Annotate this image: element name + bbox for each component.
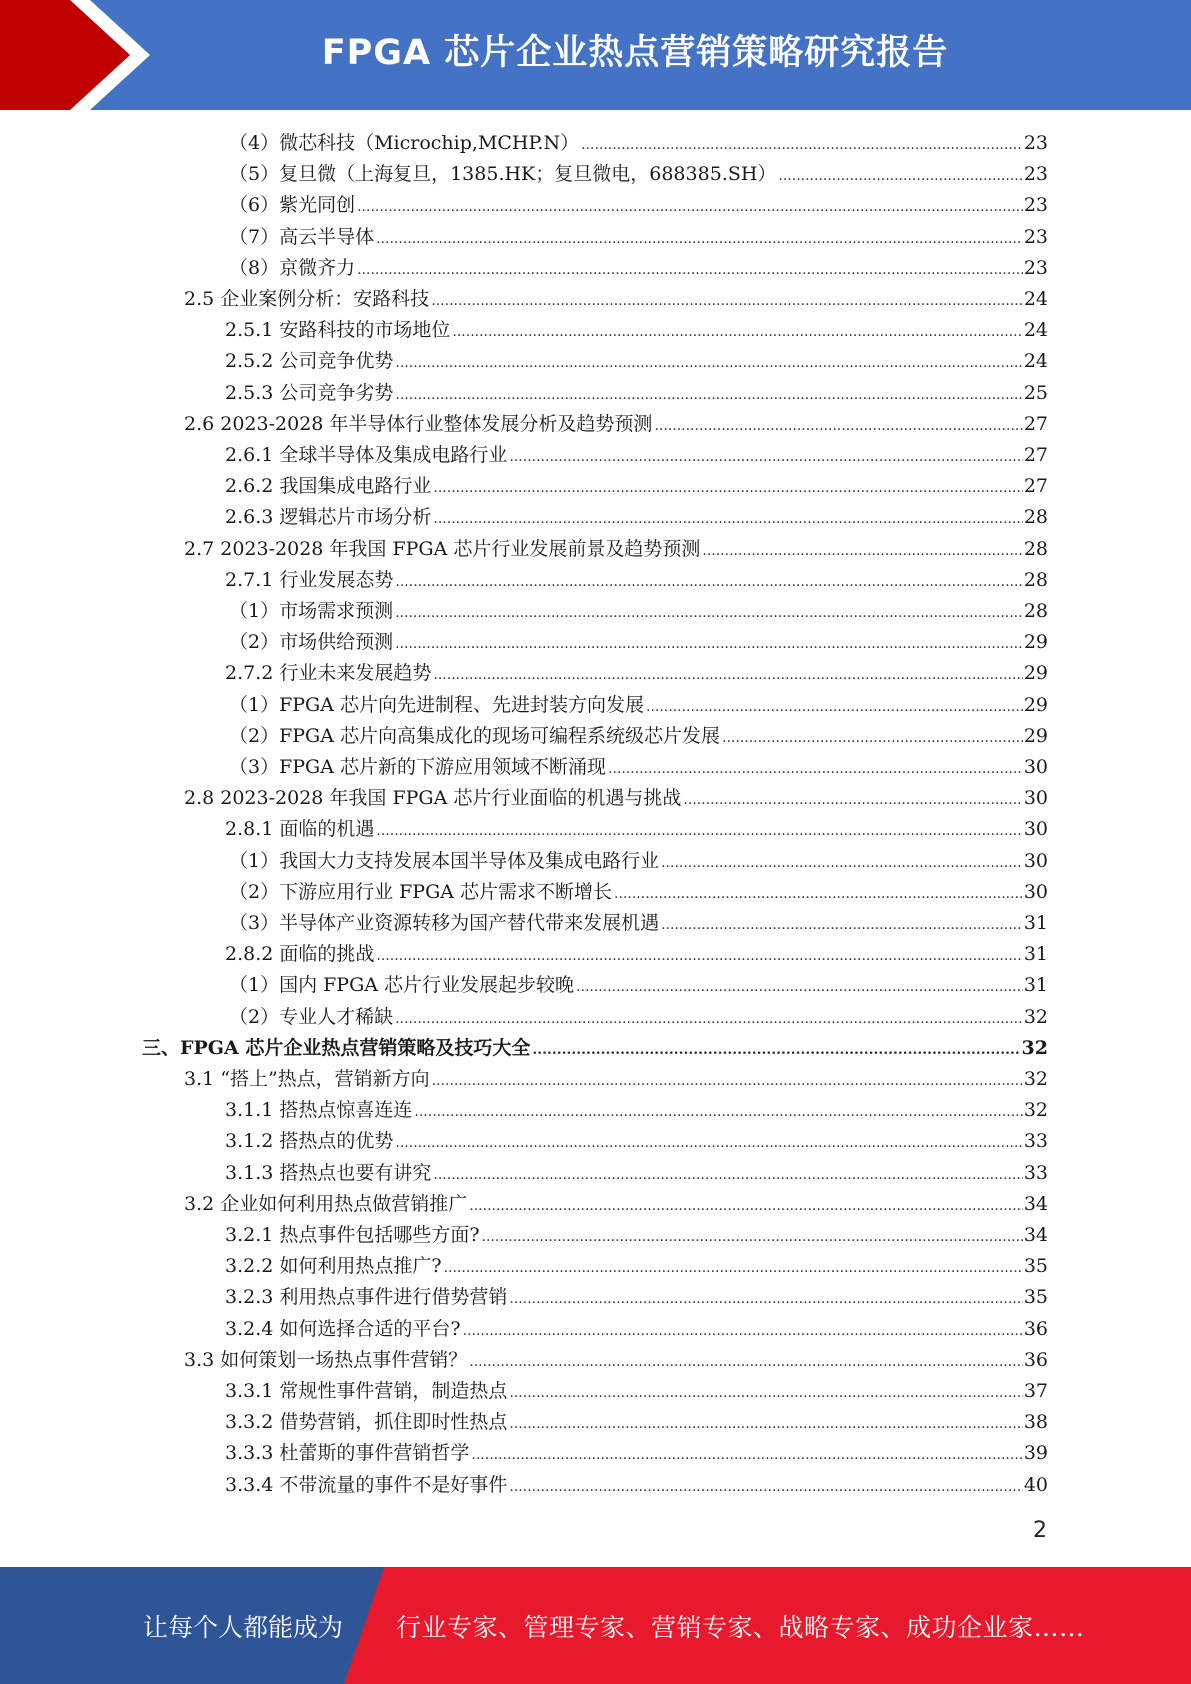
toc-entry-page: 31 bbox=[1023, 943, 1048, 966]
toc-leader-dots bbox=[722, 723, 1023, 754]
document-title bbox=[0, 0, 1191, 110]
toc-entry[interactable] bbox=[225, 1376, 1048, 1407]
toc-entry-page: 37 bbox=[1023, 1380, 1048, 1402]
toc-entry-label: （3）FPGA 芯片新的下游应用领域不断涌现 bbox=[229, 756, 606, 778]
toc-entry-label: （1）FPGA 芯片向先进制程、先进封装方向发展 bbox=[229, 693, 644, 716]
toc-entry-label: 2.6.1 全球半导体及集成电路行业 bbox=[225, 444, 508, 466]
toc-leader-dots bbox=[471, 1440, 1022, 1471]
toc-leader-dots bbox=[357, 192, 1023, 223]
toc-entry[interactable] bbox=[229, 721, 1048, 752]
toc-entry-page: 35 bbox=[1023, 1286, 1048, 1309]
toc-entry-page: 30 bbox=[1023, 756, 1048, 778]
toc-leader-dots bbox=[376, 224, 1023, 255]
toc-leader-dots bbox=[395, 380, 1022, 411]
toc-leader-dots bbox=[431, 286, 1023, 317]
toc-entry-page: 27 bbox=[1023, 475, 1048, 498]
toc-entry[interactable] bbox=[229, 222, 1048, 253]
toc-entry-page: 23 bbox=[1023, 132, 1048, 154]
toc-entry-label: （4）微芯科技（Microchip,MCHP.N） bbox=[229, 132, 580, 154]
toc-entry[interactable] bbox=[184, 1189, 1048, 1220]
toc-entry-label: （6）紫光同创 bbox=[229, 194, 356, 217]
toc-entry[interactable] bbox=[229, 253, 1048, 284]
toc-entry-page: 30 bbox=[1023, 818, 1048, 841]
toc-leader-dots bbox=[463, 1316, 1023, 1347]
toc-entry-page: 35 bbox=[1023, 1255, 1048, 1278]
toc-entry[interactable] bbox=[142, 1033, 1048, 1064]
toc-leader-dots bbox=[469, 1191, 1023, 1222]
toc-entry[interactable] bbox=[229, 752, 1048, 783]
toc-entry[interactable] bbox=[225, 346, 1048, 377]
toc-entry-page: 32 bbox=[1021, 1036, 1048, 1059]
toc-entry-label: 2.7 2023-2028 年我国 FPGA 芯片行业发展前景及趋势预测 bbox=[184, 537, 701, 560]
page-header bbox=[0, 0, 1191, 110]
toc-entry-label: （1）我国大力支持发展本国半导体及集成电路行业 bbox=[229, 849, 660, 872]
toc-entry[interactable] bbox=[229, 908, 1048, 939]
toc-leader-dots bbox=[532, 1035, 1020, 1066]
toc-leader-dots bbox=[433, 1160, 1022, 1191]
page-number: 2 bbox=[1033, 1518, 1047, 1543]
toc-entry-page: 25 bbox=[1023, 381, 1048, 404]
toc-entry-page: 23 bbox=[1023, 194, 1048, 217]
toc-leader-dots bbox=[395, 1004, 1023, 1035]
toc-leader-dots bbox=[452, 317, 1022, 348]
toc-entry-page: 33 bbox=[1023, 1130, 1048, 1153]
toc-entry-page: 29 bbox=[1023, 693, 1048, 716]
toc-entry[interactable] bbox=[184, 783, 1048, 814]
toc-entry-label: （2）FPGA 芯片向高集成化的现场可编程系统级芯片发展 bbox=[229, 724, 720, 747]
toc-entry-page: 32 bbox=[1023, 1099, 1048, 1122]
toc-entry[interactable] bbox=[225, 1470, 1048, 1501]
toc-entry-label: 3.1.1 搭热点惊喜连连 bbox=[225, 1099, 413, 1122]
toc-entry[interactable] bbox=[229, 627, 1048, 658]
toc-entry-page: 29 bbox=[1023, 631, 1048, 654]
toc-entry-page: 29 bbox=[1023, 662, 1048, 685]
toc-leader-dots bbox=[778, 161, 1022, 192]
toc-entry-page: 34 bbox=[1023, 1224, 1048, 1246]
toc-entry-page: 28 bbox=[1023, 537, 1048, 560]
toc-entry[interactable] bbox=[229, 877, 1048, 908]
toc-entry-page: 30 bbox=[1023, 880, 1048, 903]
toc-entry-page: 28 bbox=[1023, 506, 1048, 529]
toc-entry[interactable] bbox=[229, 596, 1048, 627]
toc-entry-page: 24 bbox=[1023, 288, 1048, 310]
toc-entry[interactable] bbox=[225, 814, 1048, 845]
toc-entry-label: 3.3 如何策划一场热点事件营销？ bbox=[184, 1348, 468, 1371]
toc-entry[interactable] bbox=[184, 534, 1048, 565]
toc-entry-label: 3.2.4 如何选择合适的平台? bbox=[225, 1317, 461, 1340]
toc-entry-label: （5）复旦微（上海复旦，1385.HK；复旦微电，688385.SH） bbox=[229, 163, 777, 186]
document-title-text: FPGA 芯片企业热点营销策略研究报告 bbox=[321, 33, 949, 73]
toc-entry-page: 28 bbox=[1023, 600, 1048, 622]
toc-entry-label: （3）半导体产业资源转移为国产替代带来发展机遇 bbox=[229, 912, 660, 934]
toc-leader-dots bbox=[433, 473, 1022, 504]
toc-leader-dots bbox=[395, 1128, 1022, 1159]
toc-entry-label: 3.3.2 借势营销，抓住即时性热点 bbox=[225, 1411, 508, 1434]
toc-leader-dots bbox=[661, 910, 1023, 941]
toc-entry-label: 2.7.2 行业未来发展趋势 bbox=[225, 662, 432, 685]
toc-leader-dots bbox=[654, 411, 1022, 442]
toc-leader-dots bbox=[376, 816, 1022, 847]
toc-entry[interactable] bbox=[184, 1345, 1048, 1376]
toc-entry-label: （7）高云半导体 bbox=[229, 225, 375, 248]
toc-entry-label: 3.1.2 搭热点的优势 bbox=[225, 1130, 394, 1153]
toc-entry[interactable] bbox=[184, 409, 1048, 440]
toc-entry[interactable] bbox=[225, 658, 1048, 689]
toc-entry-label: 3.2.3 利用热点事件进行借势营销 bbox=[225, 1286, 508, 1309]
toc-entry[interactable] bbox=[225, 1158, 1048, 1189]
toc-leader-dots bbox=[433, 504, 1022, 535]
page-footer bbox=[0, 1567, 1191, 1684]
toc-leader-dots bbox=[509, 1472, 1022, 1503]
toc-leader-dots bbox=[469, 1347, 1023, 1378]
toc-entry[interactable] bbox=[225, 502, 1048, 533]
toc-entry-page: 32 bbox=[1023, 1068, 1048, 1090]
toc-leader-dots bbox=[395, 598, 1023, 629]
toc-leader-dots bbox=[661, 848, 1023, 879]
toc-entry-page: 40 bbox=[1023, 1473, 1048, 1496]
toc-entry[interactable] bbox=[225, 471, 1048, 502]
toc-entry[interactable] bbox=[229, 970, 1048, 1001]
toc-entry-page: 33 bbox=[1023, 1161, 1048, 1184]
toc-leader-dots bbox=[482, 1222, 1023, 1253]
toc-entry-label: （1）国内 FPGA 芯片行业发展起步较晚 bbox=[229, 974, 575, 997]
toc-entry[interactable] bbox=[229, 159, 1048, 190]
toc-entry[interactable] bbox=[225, 1314, 1048, 1345]
toc-entry-label: （8）京微齐力 bbox=[229, 256, 356, 279]
toc-entry[interactable] bbox=[225, 378, 1048, 409]
toc-entry-page: 27 bbox=[1023, 444, 1048, 466]
toc-entry[interactable] bbox=[225, 1438, 1048, 1469]
toc-entry[interactable] bbox=[229, 128, 1048, 159]
toc-entry-label: （2）市场供给预测 bbox=[229, 631, 394, 654]
toc-entry[interactable] bbox=[225, 1126, 1048, 1157]
toc-entry-page: 36 bbox=[1023, 1348, 1048, 1371]
toc-entry[interactable] bbox=[229, 690, 1048, 721]
toc-leader-dots bbox=[646, 692, 1023, 723]
toc-entry-label: 2.5.3 公司竞争劣势 bbox=[225, 381, 394, 404]
toc-leader-dots bbox=[608, 754, 1023, 785]
toc-entry-label: 2.5.1 安路科技的市场地位 bbox=[225, 319, 451, 342]
toc-entry-page: 23 bbox=[1023, 163, 1048, 186]
toc-entry-label: 2.5.2 公司竞争优势 bbox=[225, 350, 394, 373]
toc-entry-label: 2.7.1 行业发展态势 bbox=[225, 568, 394, 591]
toc-entry-label: 3.2.2 如何利用热点推广? bbox=[225, 1255, 442, 1278]
toc-leader-dots bbox=[376, 941, 1022, 972]
toc-entry-page: 30 bbox=[1023, 787, 1048, 810]
toc-entry-page: 38 bbox=[1023, 1411, 1048, 1434]
toc-leader-dots bbox=[509, 1284, 1022, 1315]
toc-entry[interactable] bbox=[229, 190, 1048, 221]
footer-slogan-left: 让每个人都能成为 bbox=[143, 1613, 344, 1642]
toc-entry[interactable] bbox=[184, 284, 1048, 315]
toc-entry-label: 2.6.2 我国集成电路行业 bbox=[225, 475, 432, 498]
toc-entry-page: 27 bbox=[1023, 412, 1048, 435]
toc-entry-label: 2.8.1 面临的机遇 bbox=[225, 818, 375, 841]
toc-leader-dots bbox=[444, 1253, 1023, 1284]
toc-entry-page: 31 bbox=[1023, 974, 1048, 997]
toc-leader-dots bbox=[395, 567, 1022, 598]
toc-entry-label: 2.6 2023-2028 年半导体行业整体发展分析及趋势预测 bbox=[184, 412, 653, 435]
toc-entry-label: （1）市场需求预测 bbox=[229, 600, 394, 622]
toc-entry[interactable] bbox=[225, 565, 1048, 596]
toc-entry-label: 2.6.3 逻辑芯片市场分析 bbox=[225, 506, 432, 529]
toc-entry-label: 2.8.2 面临的挑战 bbox=[225, 943, 375, 966]
toc-entry-page: 30 bbox=[1023, 849, 1048, 872]
toc-entry[interactable] bbox=[225, 1282, 1048, 1313]
toc-entry-page: 29 bbox=[1023, 724, 1048, 747]
toc-entry-label: 3.1.3 搭热点也要有讲究 bbox=[225, 1161, 432, 1184]
toc-leader-dots bbox=[509, 1409, 1022, 1440]
toc-leader-dots bbox=[357, 255, 1023, 286]
toc-entry-page: 23 bbox=[1023, 225, 1048, 248]
toc-leader-dots bbox=[509, 442, 1022, 473]
toc-leader-dots bbox=[614, 879, 1023, 910]
toc-entry-label: 2.8 2023-2028 年我国 FPGA 芯片行业面临的机遇与挑战 bbox=[184, 787, 682, 810]
toc-leader-dots bbox=[414, 1097, 1022, 1128]
toc-entry-page: 24 bbox=[1023, 350, 1048, 373]
toc-entry[interactable] bbox=[225, 939, 1048, 970]
toc-entry[interactable] bbox=[225, 1251, 1048, 1282]
toc-entry[interactable] bbox=[225, 1407, 1048, 1438]
toc-entry-page: 24 bbox=[1023, 319, 1048, 342]
toc-entry-label: 3.2.1 热点事件包括哪些方面? bbox=[225, 1224, 480, 1246]
toc-leader-dots bbox=[576, 972, 1023, 1003]
toc-entry-label: 3.1 “搭上”热点，营销新方向 bbox=[184, 1068, 430, 1090]
toc-leader-dots bbox=[683, 785, 1022, 816]
toc-entry-page: 34 bbox=[1023, 1192, 1048, 1215]
toc-entry-label: 3.3.3 杜蕾斯的事件营销哲学 bbox=[225, 1442, 470, 1465]
toc-leader-dots bbox=[433, 660, 1022, 691]
toc-entry-label: 3.2 企业如何利用热点做营销推广 bbox=[184, 1192, 468, 1215]
toc-leader-dots bbox=[395, 348, 1022, 379]
toc-entry-page: 36 bbox=[1023, 1317, 1048, 1340]
toc-entry[interactable] bbox=[225, 1095, 1048, 1126]
toc-entry-page: 32 bbox=[1023, 1005, 1048, 1028]
toc-entry-page: 23 bbox=[1023, 256, 1048, 279]
toc-entry[interactable] bbox=[225, 315, 1048, 346]
toc-entry[interactable] bbox=[184, 1064, 1048, 1095]
toc-entry-label: 3.3.4 不带流量的事件不是好事件 bbox=[225, 1473, 508, 1496]
toc-entry-page: 31 bbox=[1023, 912, 1048, 934]
toc-entry-label: （2）专业人才稀缺 bbox=[229, 1005, 394, 1028]
toc-entry-page: 28 bbox=[1023, 568, 1048, 591]
toc-leader-dots bbox=[581, 130, 1023, 161]
toc-entry-page: 39 bbox=[1023, 1442, 1048, 1465]
toc-entry-label: 3.3.1 常规性事件营销，制造热点 bbox=[225, 1380, 508, 1402]
toc-entry[interactable] bbox=[229, 846, 1048, 877]
toc-leader-dots bbox=[395, 629, 1023, 660]
toc-entry[interactable] bbox=[225, 1220, 1048, 1251]
toc-entry-label: 三、FPGA 芯片企业热点营销策略及技巧大全 bbox=[142, 1036, 531, 1059]
footer-slogan-right: 行业专家、管理专家、营销专家、战略专家、成功企业家…… bbox=[396, 1613, 1085, 1642]
toc-entry-label: 2.5 企业案例分析：安路科技 bbox=[184, 288, 430, 310]
toc-entry[interactable] bbox=[229, 1002, 1048, 1033]
toc-entry[interactable] bbox=[225, 440, 1048, 471]
toc-leader-dots bbox=[432, 1066, 1023, 1097]
toc-entry-label: （2）下游应用行业 FPGA 芯片需求不断增长 bbox=[229, 880, 613, 903]
toc-leader-dots bbox=[509, 1378, 1022, 1409]
toc-leader-dots bbox=[702, 536, 1022, 567]
